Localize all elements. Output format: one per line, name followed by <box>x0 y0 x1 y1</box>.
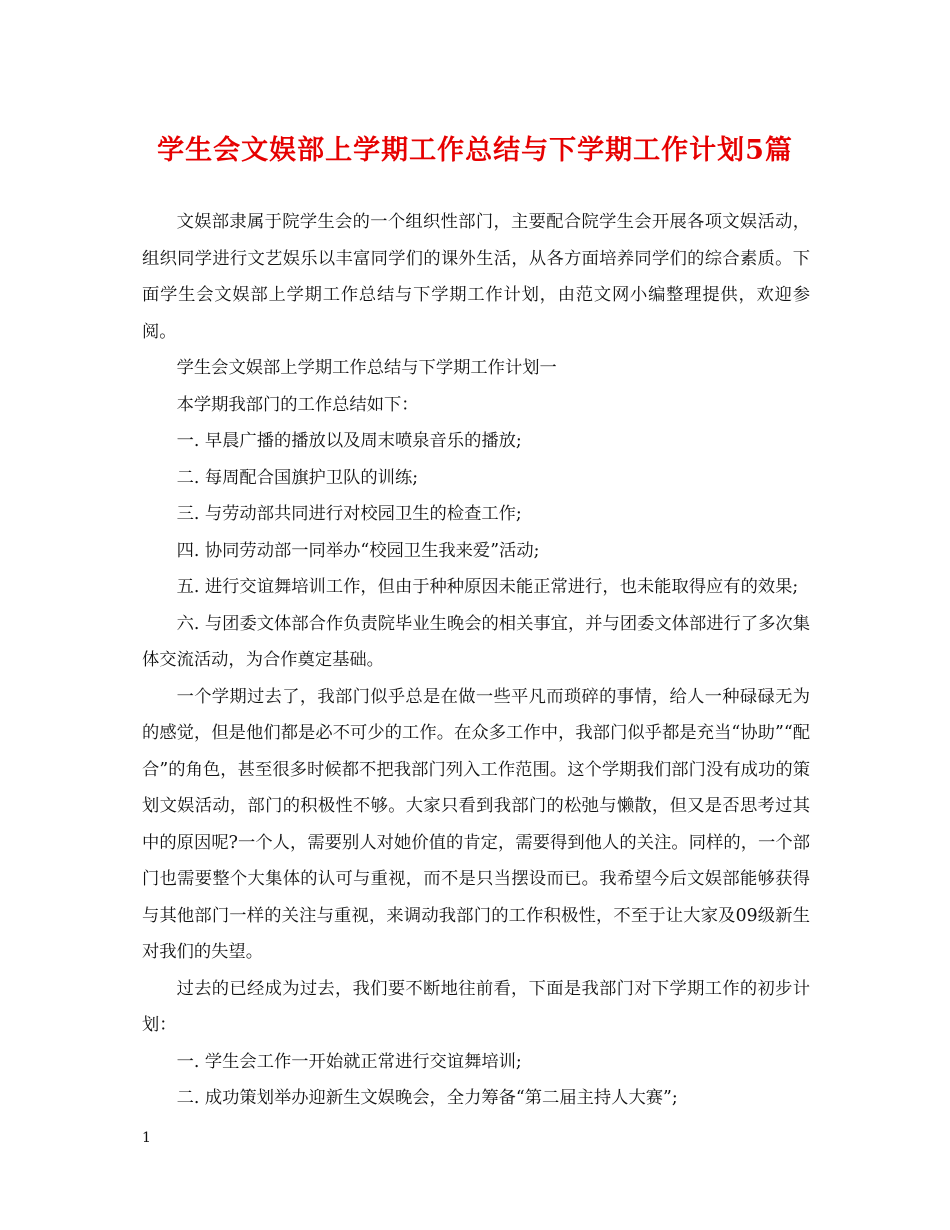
list-item: 一. 早晨广播的播放以及周末喷泉音乐的播放; <box>176 431 522 451</box>
reflection-paragraph: 一个学期过去了，我部门似乎总是在做一些平凡而琐碎的事情，给人一种碌碌无为的感觉，但是他们都是必不可少的工作。在众多工作中，我部门似乎都是充当“协助”“配合”的角色，甚至很多时候都不把我部门列入工作范围。这个学期我们部门没有成功的策划文娱活动，部门的积极性不够。大家只看到我部门的松弛与懒散，但又是否思考过其中的原因呢?一个人，需要别人对她价值的肯定，需要得到他人的关注。同样的，一个部门也需要整个大集体的认可与重视，而不是只当摆设而已。我希望今后文娱部能够获得与其他部门一样的关注与重视，来调动我部门的工作积极性，不至于让大家及09级新生对我们的失望。 <box>142 686 810 962</box>
list-item: 四. 协同劳动部一同举办“校园卫生我来爱”活动; <box>176 540 540 561</box>
document-body <box>142 204 810 1117</box>
list-item: 三. 与劳动部共同进行对校园卫生的检查工作; <box>176 504 522 524</box>
plan-item: 二. 成功策划举办迎新生文娱晚会，全力筹备“第二届主持人大赛”; <box>176 1088 678 1108</box>
summary-intro: 本学期我部门的工作总结如下： <box>176 394 419 415</box>
list-item: 六. 与团委文体部合作负责院毕业生晚会的相关事宜，并与团委文体部进行了多次集体交流活动，为合作奠定基础。 <box>142 613 810 670</box>
page-number: 1 <box>142 1130 151 1146</box>
plan-intro: 过去的已经成为过去，我们要不断地往前看，下面是我部门对下学期工作的初步计划： <box>142 978 810 1035</box>
intro-paragraph: 文娱部隶属于院学生会的一个组织性部门，主要配合院学生会开展各项文娱活动，组织同学进行文艺娱乐以丰富同学们的课外生活，从各方面培养同学们的综合素质。下面学生会文娱部上学期工作总结与下学期工作计划，由范文网小编整理提供，欢迎参阅。 <box>142 212 810 342</box>
list-item: 二. 每周配合国旗护卫队的训练; <box>176 467 419 488</box>
list-item: 五. 进行交谊舞培训工作，但由于种种原因未能正常进行，也未能取得应有的效果; <box>176 577 799 597</box>
section-heading: 学生会文娱部上学期工作总结与下学期工作计划一 <box>176 358 557 378</box>
document-title: 学生会文娱部上学期工作总结与下学期工作计划5篇 <box>157 135 793 166</box>
plan-item: 一. 学生会工作一开始就正常进行交谊舞培训; <box>176 1051 522 1072</box>
